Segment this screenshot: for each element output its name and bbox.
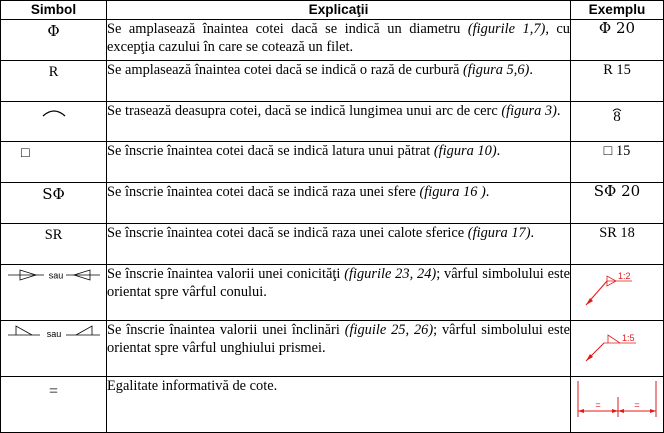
figure-reference: (figurile 23, 24): [344, 266, 437, 282]
equality-example-drawing: [572, 377, 663, 427]
explanation-text: Se amplasează înaintea cotei dacă se indică un diametru: [107, 21, 468, 37]
explanation-text: Se înscrie înaintea cotei dacă se indică raza unei calote sferice: [107, 225, 468, 241]
conicity-symbol-icon: [6, 267, 102, 283]
figure-reference: (figura 5,6): [462, 62, 530, 78]
explanation-text: .: [485, 184, 490, 200]
explanation-text: Se înscrie înaintea cotei dacă se indică latura unui pătrat: [107, 143, 434, 159]
symbol-separator: sau: [46, 329, 61, 339]
example-cell: [571, 321, 664, 377]
figure-reference: (figura 17): [467, 225, 531, 241]
example-value: Φ 20: [598, 19, 636, 37]
slope-example-drawing: [572, 321, 663, 371]
explanation-cell: [107, 142, 571, 183]
symbol-cell: [1, 20, 107, 61]
example-value: 1:2: [617, 271, 631, 281]
arc-over-mark-icon: [612, 107, 622, 112]
explanation-cell: [107, 20, 571, 61]
equality-symbol: =: [48, 383, 59, 400]
explanation-text: .: [530, 225, 535, 241]
table-row: [1, 224, 664, 265]
example-value: R 15: [603, 62, 631, 78]
explanation-text: .: [529, 62, 533, 78]
table-row: [1, 102, 664, 142]
explanation-text: Se înscrie înaintea valorii unei înclinări: [107, 322, 345, 338]
table-row: [1, 321, 664, 377]
explanation-text: .: [556, 103, 561, 119]
example-value: 8: [613, 109, 621, 125]
explanation-cell: [107, 61, 571, 102]
symbol-cell: [1, 321, 107, 377]
explanation-cell: [107, 265, 571, 321]
example-value: SR 18: [599, 225, 635, 241]
sphere-diameter-symbol: SΦ: [42, 185, 65, 203]
explanation-text: Se înscrie înaintea valorii unei conicităţi: [107, 266, 345, 282]
header-explanation: Explicaţii: [107, 1, 571, 20]
symbol-cell: [1, 224, 107, 265]
header-example: Exemplu: [571, 1, 664, 20]
leader-arrowhead: [586, 298, 593, 305]
figure-reference: (figurile 1,7): [467, 21, 546, 37]
example-value: =: [594, 400, 601, 410]
explanation-text: Se înscrie înaintea cotei dacă se indică raza unei sfere: [107, 184, 420, 200]
explanation-cell: [107, 183, 571, 224]
table-row: [1, 20, 664, 61]
explanation-cell: [107, 321, 571, 377]
header-row: [1, 1, 664, 20]
explanation-text: .: [496, 143, 501, 159]
square-symbol: □: [21, 145, 30, 161]
explanation-text: ; vârful simbolului este orientat spre vârful unghiului prismei.: [107, 322, 570, 356]
example-value: SΦ 20: [593, 182, 641, 200]
table-row: [1, 183, 664, 224]
example-cell: [571, 102, 664, 142]
example-cell: [571, 377, 664, 433]
figure-reference: (figura 3): [501, 103, 557, 119]
symbol-cell: [1, 142, 107, 183]
radius-symbol: R: [48, 64, 59, 80]
slope-symbol-icon: [6, 323, 102, 339]
explanation-text: , cu excepţia cazului în care se cotează un filet.: [107, 21, 571, 55]
example-value: □ 15: [603, 143, 631, 159]
example-value: =: [633, 400, 640, 410]
explanation-text: Egalitate informativă de cote.: [107, 378, 278, 394]
example-cell: [571, 142, 664, 183]
figure-reference: (figuile 25, 26): [344, 322, 434, 338]
table-row: [1, 265, 664, 321]
explanation-cell: [107, 102, 571, 142]
diameter-symbol: Φ: [47, 22, 60, 40]
table-row: [1, 142, 664, 183]
symbol-cell: [1, 377, 107, 433]
explanation-cell: [107, 224, 571, 265]
table-row: [1, 61, 664, 102]
symbol-cell: [1, 61, 107, 102]
symbol-cell: [1, 183, 107, 224]
symbol-cell: [1, 102, 107, 142]
explanation-text: ; vârful simbolului este orientat spre vârful conului.: [107, 266, 571, 300]
figure-reference: (figura 16 ): [419, 184, 486, 200]
header-symbol: Simbol: [1, 1, 107, 20]
sphere-radius-symbol: SR: [44, 227, 63, 243]
symbol-cell: [1, 265, 107, 321]
example-cell: [571, 224, 664, 265]
explanation-cell: [107, 377, 571, 433]
example-cell: [571, 20, 664, 61]
example-cell: [571, 265, 664, 321]
explanation-text: Se amplasează înaintea cotei dacă se indică o rază de curbură: [107, 62, 463, 78]
explanation-text: Se trasează deasupra cotei, dacă se indică lungimea unui arc de cerc: [107, 103, 502, 119]
symbol-separator: sau: [48, 270, 63, 281]
arc-icon: [41, 106, 67, 118]
example-cell: [571, 183, 664, 224]
example-value: 1:5: [621, 333, 635, 343]
table-row: [1, 377, 664, 433]
example-cell: [571, 61, 664, 102]
figure-reference: (figura 10): [433, 143, 497, 159]
conicity-example-drawing: [572, 265, 663, 315]
